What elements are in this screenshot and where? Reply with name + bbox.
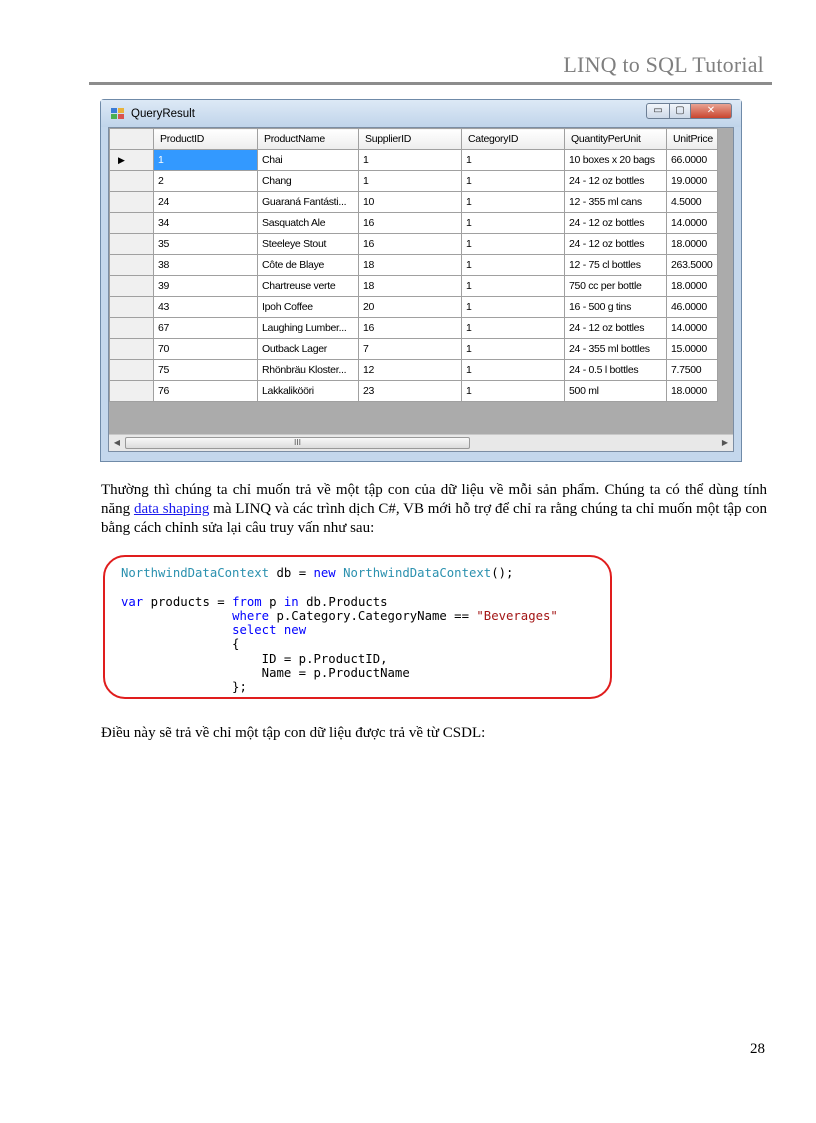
code-token: (); [491, 566, 514, 580]
column-header[interactable]: QuantityPerUnit [565, 129, 667, 150]
row-header[interactable] [110, 381, 154, 402]
row-header[interactable] [110, 171, 154, 192]
grid-cell[interactable]: 16 [359, 234, 462, 255]
grid-cell[interactable]: 263.5000 [667, 255, 718, 276]
grid-cell[interactable]: Lakkalikööri [258, 381, 359, 402]
grid-cell[interactable]: 24 - 12 oz bottles [565, 234, 667, 255]
horizontal-scrollbar[interactable] [109, 434, 733, 451]
grid-cell[interactable]: Ipoh Coffee [258, 297, 359, 318]
table-row[interactable] [110, 339, 718, 360]
code-token: products = [143, 594, 233, 609]
code-snippet [121, 566, 558, 695]
grid-cell[interactable]: Chartreuse verte [258, 276, 359, 297]
table-row[interactable] [110, 318, 718, 339]
code-token: }; [121, 680, 247, 695]
grid-cell[interactable]: 38 [154, 255, 258, 276]
code-token [121, 609, 232, 623]
table-row[interactable] [110, 213, 718, 234]
scroll-thumb[interactable]: III [125, 437, 470, 449]
grid-cell[interactable]: Guaraná Fantásti... [258, 192, 359, 213]
results-grid [109, 128, 718, 402]
row-header-corner [110, 129, 154, 150]
grid-cell[interactable]: 75 [154, 360, 258, 381]
grid-cell[interactable]: 1 [462, 255, 565, 276]
column-header[interactable]: UnitPrice [667, 129, 718, 150]
grid-cell[interactable]: 18 [359, 276, 462, 297]
code-token: p [261, 594, 284, 609]
table-row[interactable] [110, 360, 718, 381]
grid-cell[interactable]: 1 [154, 150, 258, 171]
grid-cell[interactable]: 1 [462, 360, 565, 381]
grid-cell[interactable]: Côte de Blaye [258, 255, 359, 276]
grid-cell[interactable]: 1 [462, 318, 565, 339]
code-token: NorthwindDataContext [121, 566, 270, 580]
paragraph-text: Thường thì chúng ta chỉ muốn trả về một tập con của dữ liệu về mỗi sản phẩm. Chúng ta có thể dùng tính năng [101, 482, 767, 517]
row-header[interactable] [110, 234, 154, 255]
grid-cell[interactable]: Sasquatch Ale [258, 213, 359, 234]
grid-cell[interactable]: 18.0000 [667, 234, 718, 255]
code-token: ID = p.ProductID, [121, 651, 388, 666]
grid-cell[interactable]: 750 cc per bottle [565, 276, 667, 297]
code-token: p.Category.CategoryName == [269, 608, 477, 623]
data-grid-area [108, 127, 734, 452]
grid-cell[interactable]: 70 [154, 339, 258, 360]
grid-cell[interactable]: 16 [359, 318, 462, 339]
page-number: 28 [750, 1041, 765, 1057]
grid-cell[interactable]: 1 [462, 171, 565, 192]
grid-cell[interactable]: 18.0000 [667, 276, 718, 297]
grid-cell[interactable]: 43 [154, 297, 258, 318]
code-token [121, 623, 232, 637]
code-token: Name = p.ProductName [121, 666, 410, 681]
grid-cell[interactable]: 1 [359, 171, 462, 192]
code-token: { [121, 637, 240, 652]
grid-cell[interactable]: 1 [462, 381, 565, 402]
code-token: new [313, 566, 336, 580]
scroll-left-icon[interactable]: ◀ [113, 438, 121, 447]
grid-cell[interactable]: 67 [154, 318, 258, 339]
grid-cell[interactable]: 12 - 75 cl bottles [565, 255, 667, 276]
grid-cell[interactable]: Rhönbräu Kloster... [258, 360, 359, 381]
grid-cell[interactable]: 7.7500 [667, 360, 718, 381]
column-header[interactable]: ProductName [258, 129, 359, 150]
grid-cell[interactable]: 16 [359, 213, 462, 234]
table-row[interactable] [110, 150, 718, 171]
grid-cell[interactable]: 24 [154, 192, 258, 213]
grid-cell[interactable]: 2 [154, 171, 258, 192]
code-token [276, 623, 283, 637]
table-row[interactable] [110, 234, 718, 255]
minimize-button[interactable]: ▭ [646, 103, 670, 119]
grid-cell[interactable]: 66.0000 [667, 150, 718, 171]
grid-cell[interactable]: 18.0000 [667, 381, 718, 402]
table-row[interactable] [110, 192, 718, 213]
code-token: in [283, 594, 299, 609]
paragraph-text: mà LINQ và các trình dịch C#, VB mới hỗ trợ để chỉ ra rằng chúng ta chỉ muốn một tập con bằng cách chỉnh sửa lại câu truy vấn như sau: [101, 501, 767, 536]
row-header[interactable] [110, 213, 154, 234]
table-row[interactable] [110, 297, 718, 318]
grid-cell[interactable]: Laughing Lumber... [258, 318, 359, 339]
grid-cell[interactable]: 4.5000 [667, 192, 718, 213]
code-token: where [232, 608, 270, 623]
grid-cell[interactable]: 1 [462, 297, 565, 318]
grid-cell[interactable]: 15.0000 [667, 339, 718, 360]
grid-cell[interactable]: Steeleye Stout [258, 234, 359, 255]
table-row[interactable] [110, 381, 718, 402]
paragraph-result: Điều này sẽ trả về chỉ một tập con dữ liệu được trả về từ CSDL: [101, 725, 486, 741]
code-token: db.Products [298, 594, 388, 609]
row-header[interactable] [110, 150, 154, 171]
column-header[interactable]: SupplierID [359, 129, 462, 150]
table-row[interactable] [110, 255, 718, 276]
grid-cell[interactable]: 14.0000 [667, 213, 718, 234]
row-header[interactable] [110, 192, 154, 213]
grid-cell[interactable]: 76 [154, 381, 258, 402]
grid-cell[interactable]: 1 [462, 150, 565, 171]
current-row-icon: ▶ [118, 155, 125, 165]
grid-cell[interactable]: 24 - 0.5 l bottles [565, 360, 667, 381]
code-token [336, 566, 343, 580]
grid-cell[interactable]: 12 [359, 360, 462, 381]
page-header-title: LINQ to SQL Tutorial [563, 52, 764, 77]
scroll-right-icon[interactable]: ▶ [721, 438, 729, 447]
column-header[interactable]: CategoryID [462, 129, 565, 150]
grid-cell[interactable]: 46.0000 [667, 297, 718, 318]
code-token: select [232, 623, 277, 638]
grid-cell[interactable]: 1 [359, 150, 462, 171]
table-row[interactable] [110, 276, 718, 297]
grid-cell[interactable]: 34 [154, 213, 258, 234]
row-header[interactable] [110, 276, 154, 297]
data-shaping-link[interactable]: data shaping [133, 501, 210, 517]
grid-cell[interactable]: 1 [462, 339, 565, 360]
grid-cell[interactable]: 20 [359, 297, 462, 318]
code-token: from [232, 594, 262, 609]
maximize-button[interactable]: ▢ [669, 103, 691, 119]
grid-cell[interactable]: 14.0000 [667, 318, 718, 339]
code-token: var [121, 594, 144, 609]
window-title: QueryResult [131, 108, 195, 120]
grid-cell[interactable]: 10 boxes x 20 bags [565, 150, 667, 171]
grid-cell[interactable]: Chang [258, 171, 359, 192]
paragraph-intro [101, 481, 767, 538]
row-header[interactable] [110, 360, 154, 381]
row-header[interactable] [110, 318, 154, 339]
app-grid-icon [111, 108, 125, 120]
grid-cell[interactable]: 18 [359, 255, 462, 276]
row-header[interactable] [110, 255, 154, 276]
query-result-window [100, 99, 742, 462]
grid-cell[interactable]: 7 [359, 339, 462, 360]
grid-cell[interactable]: 24 - 12 oz bottles [565, 213, 667, 234]
window-titlebar[interactable] [101, 100, 741, 127]
table-row[interactable] [110, 171, 718, 192]
grid-header-row [110, 129, 718, 150]
grid-cell[interactable]: 39 [154, 276, 258, 297]
grid-cell[interactable]: 24 - 12 oz bottles [565, 318, 667, 339]
code-token: "Beverages" [476, 608, 558, 623]
grid-cell[interactable]: Outback Lager [258, 339, 359, 360]
grid-cell[interactable]: 500 ml [565, 381, 667, 402]
grid-cell[interactable]: 10 [359, 192, 462, 213]
code-token: db = [269, 566, 314, 580]
close-button[interactable]: ✕ [690, 103, 732, 119]
code-token: new [283, 623, 307, 638]
column-header[interactable]: ProductID [154, 129, 258, 150]
grid-cell[interactable]: 24 - 12 oz bottles [565, 171, 667, 192]
grid-cell[interactable]: 12 - 355 ml cans [565, 192, 667, 213]
grid-cell[interactable]: Chai [258, 150, 359, 171]
row-header[interactable] [110, 297, 154, 318]
grid-cell[interactable]: 1 [462, 276, 565, 297]
row-header[interactable] [110, 339, 154, 360]
grid-cell[interactable]: 1 [462, 213, 565, 234]
grid-cell[interactable]: 16 - 500 g tins [565, 297, 667, 318]
code-token: NorthwindDataContext [343, 566, 492, 580]
grid-cell[interactable]: 1 [462, 234, 565, 255]
grid-cell[interactable]: 23 [359, 381, 462, 402]
header-rule [89, 82, 772, 85]
grid-cell[interactable]: 35 [154, 234, 258, 255]
code-snippet-box [103, 555, 612, 699]
grid-cell[interactable]: 24 - 355 ml bottles [565, 339, 667, 360]
grid-cell[interactable]: 1 [462, 192, 565, 213]
grid-cell[interactable]: 19.0000 [667, 171, 718, 192]
